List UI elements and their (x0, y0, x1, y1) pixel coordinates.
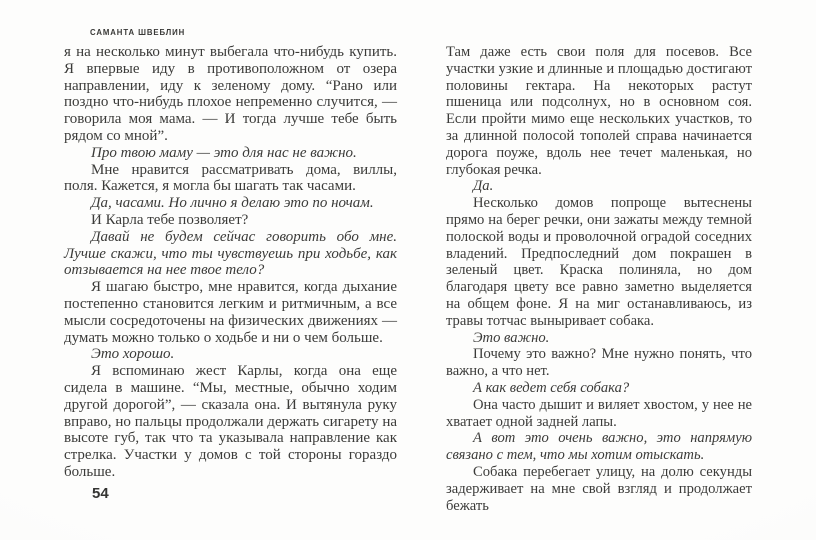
paragraph: Да, часами. Но лично я делаю это по ночам. (91, 195, 374, 212)
paragraph: я на несколько минут выбегала что-нибудь купить. Я впервые иду в противоположном от озера направлении, иду к зеленому дому. “Рано или поздно что-нибудь плохое непременно случится, — говорила моя мама. — И тогда лучше тебе быть рядом со мной”. (64, 44, 397, 144)
paragraph: И Карла тебе позволяет? (91, 211, 249, 228)
paragraph: Это важно. (473, 329, 550, 346)
paragraph: Несколько домов попроще вытеснены прямо на берег речки, они зажаты между темной полоской воды и проволочной оградой соседних владений. Предпоследний дом покрашен в зеленый цвет. Краска полиняла, но дом благодаря цвету все равно заметно выделяется на общем фоне. Я на миг останавливаюсь, из травы тотчас выныривает собака. (446, 195, 752, 329)
paragraph: Я шагаю быстро, мне нравится, когда дыхание постепенно становится легким и ритмичным, а все мысли сосредоточены на физических движениях — думать можно только о ходьбе и ни о чем больше. (64, 279, 397, 346)
paragraph: Мне нравится рассматривать дома, виллы, поля. Кажется, я могла бы шагать так часами. (64, 161, 397, 195)
paragraph: Она часто дышит и виляет хвостом, у нее не хватает одной задней лапы. (446, 396, 752, 430)
paragraph: Да. (473, 178, 494, 195)
paragraph: Собака перебегает улицу, на долю секунды задерживает на мне свой взгляд и продолжает бежать (446, 463, 752, 514)
left-running-head: САМАНТА ШВЕБЛИН (90, 28, 186, 37)
paragraph: Я вспоминаю жест Карлы, когда она еще сидела в машине. “Мы, местные, обычно ходим другой дорогой”, — сказала она. И вытянула руку вправо, но пальцы продолжали держать сигарету на высоте губ, так что та указывала направление как стрелка. Участки у домов с той стороны гораздо больше. (64, 363, 397, 480)
paragraph: Давай не будем сейчас говорить обо мне. Лучше скажи, что ты чувствуешь при ходьбе, как отзывается на нее твое тело? (64, 228, 397, 279)
paragraph: А вот это очень важно, это напрямую связано с тем, что мы хотим отыскать. (446, 430, 752, 464)
paragraph: Там даже есть свои поля для посевов. Все участки узкие и длинные и площадью достигают половины гектара. На некоторых растут пшеница или подсолнух, но в основном соя. Если пройти мимо еще нескольких участков, то за длинной полосой тополей справа начинается дорога поуже, вдоль нее течет маленькая, но глубокая речка. (446, 44, 752, 178)
left-page-text (64, 44, 397, 481)
paragraph: Про твою маму — это для нас не важно. (91, 144, 357, 161)
right-page-text (446, 44, 752, 514)
left-page-number: 54 (92, 485, 109, 502)
paragraph: А как ведет себя собака? (473, 379, 630, 396)
paragraph: Это хорошо. (91, 346, 175, 363)
paragraph: Почему это важно? Мне нужно понять, что важно, а что нет. (446, 346, 752, 380)
